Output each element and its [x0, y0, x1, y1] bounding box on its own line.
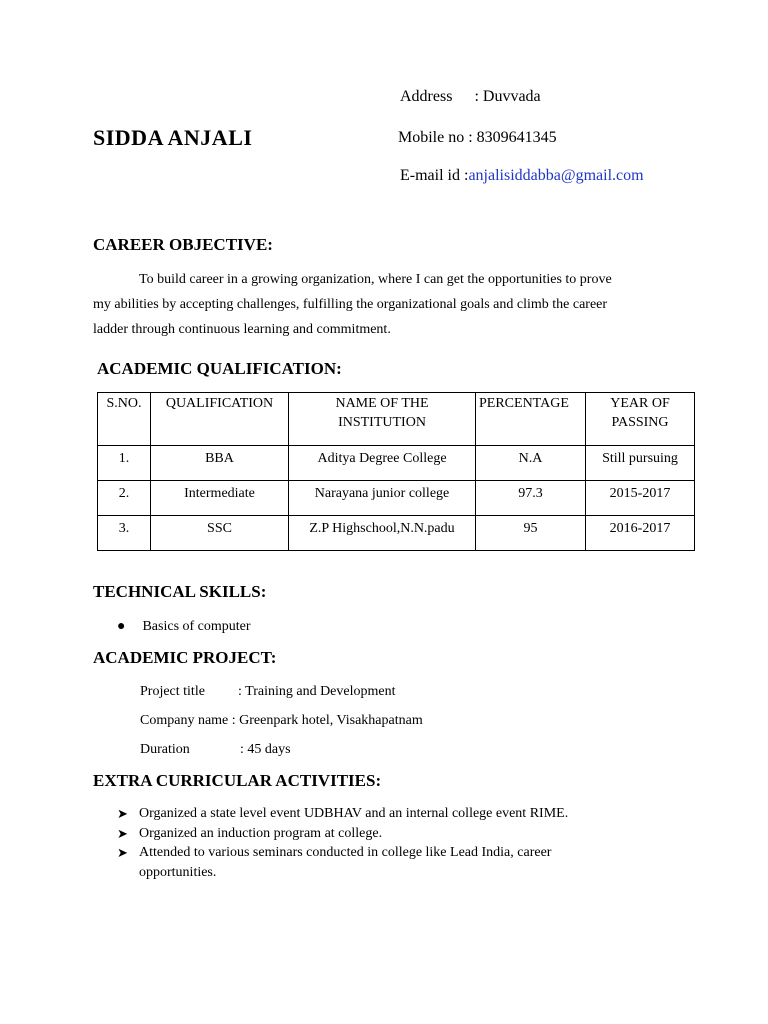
activity-text: Organized a state level event UDBHAV and an internal college event RIME. [139, 806, 569, 821]
table-cell: Aditya Degree College [289, 446, 476, 481]
objective-line: To build career in a growing organization, where I can get the opportunities to prove [139, 272, 612, 287]
academic-qualification-heading: ACADEMIC QUALIFICATION: [97, 359, 342, 378]
activity-text: Organized an induction program at college. [139, 825, 383, 841]
mobile-number: Mobile no : 8309641345 [398, 129, 557, 146]
arrow-bullet-icon: ➤ [117, 806, 128, 821]
table-row [98, 516, 695, 551]
address-value: : Duvvada [474, 88, 541, 105]
career-objective-text [93, 267, 713, 342]
candidate-name: SIDDA ANJALI [93, 125, 253, 150]
table-header-row [98, 393, 695, 446]
academic-project-heading: ACADEMIC PROJECT: [93, 648, 277, 667]
table-cell: Intermediate [151, 481, 289, 516]
table-cell: 2. [98, 481, 151, 516]
table-row [98, 446, 695, 481]
column-header: YEAR OF PASSING [586, 393, 695, 446]
email-link[interactable]: anjalisiddabba@gmail.com [468, 167, 644, 184]
project-field [140, 737, 291, 762]
project-field [140, 679, 396, 704]
project-field [140, 708, 423, 733]
career-objective-heading: CAREER OBJECTIVE: [93, 235, 273, 254]
project-field-value: : Training and Development [238, 684, 396, 699]
qualification-table [97, 392, 695, 551]
list-item [117, 804, 617, 824]
project-field-label: Duration [140, 742, 190, 757]
table-cell: 2016-2017 [586, 516, 695, 551]
column-header: NAME OF THE INSTITUTION [289, 393, 476, 446]
arrow-bullet-icon: ➤ [117, 845, 128, 860]
disc-bullet-icon: ● [117, 619, 126, 634]
arrow-bullet-icon: ➤ [117, 825, 128, 841]
technical-skills-heading: TECHNICAL SKILLS: [93, 582, 267, 601]
address-label: Address [400, 88, 453, 105]
skill-text: Basics of computer [142, 619, 251, 634]
skill-item [117, 614, 251, 639]
table-cell: BBA [151, 446, 289, 481]
activity-text: Attended to various seminars conducted in college like Lead India, career opportunities. [139, 845, 552, 880]
email-label: E-mail id : [400, 167, 469, 184]
objective-line: my abilities by accepting challenges, fulfilling the organizational goals and climb the career [93, 297, 608, 312]
project-field-value: : 45 days [240, 742, 291, 757]
email-line [400, 167, 644, 185]
table-cell: 3. [98, 516, 151, 551]
column-header: S.NO. [98, 393, 151, 446]
table-row [98, 481, 695, 516]
list-item [117, 843, 617, 882]
table-cell: SSC [151, 516, 289, 551]
table-cell: Z.P Highschool,N.N.padu [289, 516, 476, 551]
column-header: QUALIFICATION [151, 393, 289, 446]
table-cell: 1. [98, 446, 151, 481]
column-header: PERCENTAGE [476, 393, 586, 446]
table-cell: N.A [476, 446, 586, 481]
project-field-label: Project title [140, 684, 205, 699]
objective-line: ladder through continuous learning and commitment. [93, 322, 391, 337]
project-field-label: Company name [140, 713, 229, 728]
table-cell: 2015-2017 [586, 481, 695, 516]
extra-curricular-heading: EXTRA CURRICULAR ACTIVITIES: [93, 771, 382, 790]
project-field-value: : Greenpark hotel, Visakhapatnam [231, 713, 423, 728]
list-item [117, 824, 617, 844]
address-line [400, 88, 541, 106]
table-cell: Narayana junior college [289, 481, 476, 516]
table-cell: Still pursuing [586, 446, 695, 481]
table-cell: 95 [476, 516, 586, 551]
table-cell: 97.3 [476, 481, 586, 516]
activities-list [117, 804, 617, 882]
